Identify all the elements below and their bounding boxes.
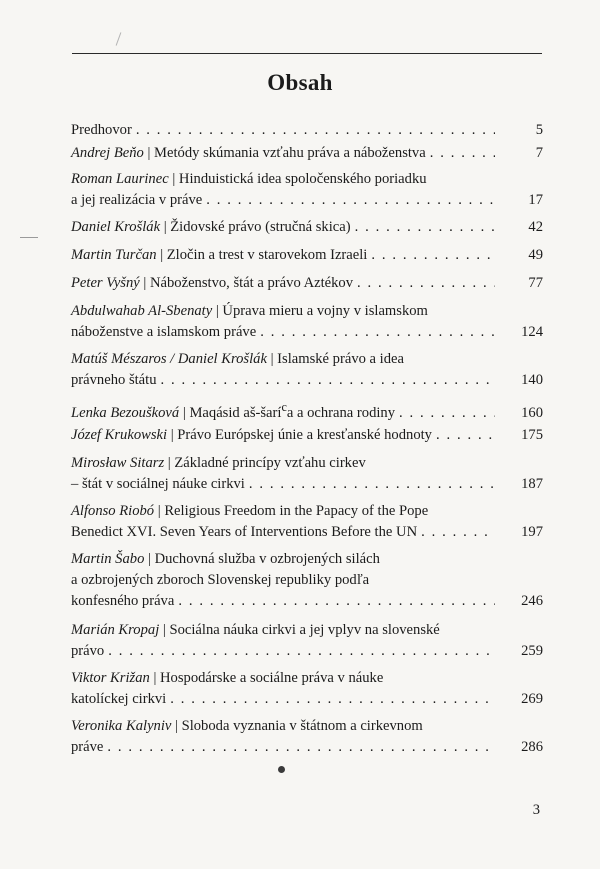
toc-page-number: 175 bbox=[521, 427, 543, 443]
toc-page-number: 286 bbox=[521, 739, 543, 755]
toc-author: Martin Turčan bbox=[71, 247, 157, 263]
toc-title: Zločin a trest v starovekom Izraeli bbox=[166, 247, 368, 263]
ink-smudge bbox=[278, 766, 285, 773]
toc-author: Veronika Kalyniv bbox=[71, 718, 172, 734]
toc-separator: | bbox=[159, 622, 170, 638]
toc-title: Hospodárske a sociálne práva v náuke bbox=[160, 670, 384, 686]
toc-title: Sloboda vyznania v štátnom a cirkevnom bbox=[181, 718, 423, 734]
toc-title: Hinduistická idea spoločenského poriadku bbox=[178, 171, 427, 187]
toc-author: Roman Laurinec bbox=[71, 171, 169, 187]
toc-leader-dots bbox=[436, 425, 495, 446]
toc-line bbox=[71, 322, 543, 343]
toc-page-number: 259 bbox=[521, 643, 543, 659]
toc-separator: | bbox=[266, 351, 278, 367]
toc-entry[interactable] bbox=[71, 349, 543, 391]
toc-separator: | bbox=[144, 551, 155, 567]
toc-line bbox=[71, 301, 543, 322]
toc-entry[interactable] bbox=[71, 549, 543, 612]
toc-page-number: 77 bbox=[528, 275, 543, 291]
toc-title: Právo Európskej únie a kresťanské hodnoty bbox=[177, 427, 432, 443]
toc-author: Viktor Križan bbox=[71, 670, 150, 686]
toc-title: Religious Freedom in the Papacy of the Pope bbox=[164, 503, 429, 519]
toc-entry[interactable] bbox=[71, 425, 543, 446]
toc-line bbox=[71, 169, 543, 190]
toc-line bbox=[71, 474, 543, 495]
toc-page-number: 7 bbox=[535, 145, 543, 161]
toc-line bbox=[71, 425, 543, 446]
toc-line bbox=[71, 453, 543, 474]
toc-author: Marián Kropaj bbox=[71, 622, 160, 638]
toc-separator: | bbox=[171, 718, 182, 734]
toc-author: Alfonso Riobó bbox=[71, 503, 155, 519]
toc-line bbox=[71, 570, 543, 591]
toc-author: Peter Vyšný bbox=[71, 275, 140, 291]
toc-line bbox=[71, 349, 543, 370]
toc-page-number: 42 bbox=[528, 219, 543, 235]
toc-leader-dots bbox=[399, 403, 495, 424]
page-folio: 3 bbox=[532, 802, 540, 818]
toc-title: Základné princípy vzťahu cirkev bbox=[174, 455, 366, 471]
toc-line bbox=[71, 591, 543, 612]
toc-title: konfesného práva bbox=[71, 593, 175, 609]
toc-title: práve bbox=[71, 739, 104, 755]
toc-line bbox=[71, 397, 543, 421]
toc-separator: | bbox=[149, 670, 161, 686]
toc-author: Mirosław Sitarz bbox=[71, 455, 165, 471]
toc-entry[interactable] bbox=[71, 120, 543, 141]
toc-entry[interactable] bbox=[71, 501, 543, 543]
page-title: Obsah bbox=[267, 70, 333, 95]
toc-page-number: 160 bbox=[521, 404, 543, 421]
toc-page-number: 269 bbox=[521, 691, 543, 707]
toc-title: – štát v sociálnej náuke cirkvi bbox=[71, 476, 245, 492]
toc-page-number: 246 bbox=[521, 593, 543, 609]
toc-leader-dots bbox=[170, 689, 495, 710]
toc-title: Islamské právo a idea bbox=[277, 351, 404, 367]
toc-line bbox=[71, 668, 543, 689]
toc-separator: | bbox=[139, 275, 150, 291]
toc-separator: | bbox=[212, 303, 223, 319]
toc-line bbox=[71, 522, 543, 543]
toc-leader-dots bbox=[161, 370, 495, 391]
toc-leader-dots bbox=[249, 474, 495, 495]
toc-entry[interactable] bbox=[71, 169, 543, 211]
toc-title: právo bbox=[71, 643, 105, 659]
toc-title: Sociálna náuka cirkvi a jej vplyv na slovenské bbox=[169, 622, 440, 638]
toc-entry[interactable] bbox=[71, 273, 543, 294]
toc-separator: | bbox=[160, 219, 171, 235]
toc-page-number: 197 bbox=[521, 524, 543, 540]
toc-author: Józef Krukowski bbox=[71, 427, 168, 443]
toc-title: právneho štátu bbox=[71, 372, 157, 388]
toc-title: Duchovná služba v ozbrojených silách bbox=[154, 551, 380, 567]
toc-title: Maqásid aš-šarí$^c$a a ochrana rodiny bbox=[189, 400, 396, 421]
toc-separator: | bbox=[164, 455, 175, 471]
toc-title: Predhovor bbox=[71, 122, 132, 138]
toc-separator: | bbox=[154, 503, 165, 519]
toc-title: Náboženstvo, štát a právo Aztékov bbox=[149, 275, 354, 291]
toc-leader-dots bbox=[371, 245, 495, 266]
toc-entry[interactable] bbox=[71, 620, 543, 662]
toc-title: Metódy skúmania vzťahu práva a náboženstva bbox=[154, 145, 426, 161]
toc-title: a ozbrojených zboroch Slovenskej republiky podľa bbox=[71, 572, 370, 588]
toc-entry[interactable] bbox=[71, 397, 543, 421]
toc-leader-dots bbox=[206, 190, 495, 211]
toc-line bbox=[71, 245, 543, 266]
toc-entry[interactable] bbox=[71, 217, 543, 238]
toc-entry[interactable] bbox=[71, 453, 543, 495]
toc-line bbox=[71, 273, 543, 294]
toc-leader-dots bbox=[355, 217, 495, 238]
toc-leader-dots bbox=[357, 273, 495, 294]
toc-author: Lenka Bezoušková bbox=[71, 404, 180, 421]
toc-page-number: 124 bbox=[521, 324, 543, 340]
toc-page-number: 187 bbox=[521, 476, 543, 492]
toc-line bbox=[71, 549, 543, 570]
toc-author: Daniel Krošlák bbox=[71, 219, 161, 235]
toc-title: a jej realizácia v práve bbox=[71, 192, 203, 208]
toc-leader-dots bbox=[136, 120, 495, 141]
toc-line bbox=[71, 641, 543, 662]
toc-separator: | bbox=[168, 171, 179, 187]
toc-page-number: 140 bbox=[521, 372, 543, 388]
toc-leader-dots bbox=[260, 322, 495, 343]
toc-line bbox=[71, 620, 543, 641]
scan-mark bbox=[20, 237, 38, 238]
toc-separator: | bbox=[167, 427, 178, 443]
toc-line bbox=[71, 217, 543, 238]
toc-line bbox=[71, 716, 543, 737]
toc-leader-dots bbox=[430, 143, 495, 164]
toc-title: Benedict XVI. Seven Years of Interventions Before the UN bbox=[71, 524, 418, 540]
scan-mark bbox=[116, 32, 122, 45]
top-rule bbox=[72, 53, 542, 54]
toc-separator: | bbox=[143, 145, 155, 161]
toc-line bbox=[71, 689, 543, 710]
toc-separator: | bbox=[156, 247, 167, 263]
toc-leader-dots bbox=[421, 522, 495, 543]
toc-page-number: 49 bbox=[528, 247, 543, 263]
toc-line bbox=[71, 737, 543, 758]
toc-author: Martin Šabo bbox=[71, 551, 145, 567]
toc-leader-dots bbox=[178, 591, 495, 612]
toc-line bbox=[71, 370, 543, 391]
toc-title: náboženstve a islamskom práve bbox=[71, 324, 257, 340]
toc-entry[interactable] bbox=[71, 301, 543, 343]
toc-title: katolíckej cirkvi bbox=[71, 691, 167, 707]
toc-line bbox=[71, 501, 543, 522]
toc-entry[interactable] bbox=[71, 668, 543, 710]
toc-title: Úprava mieru a vojny v islamskom bbox=[222, 303, 428, 319]
toc-page-number: 17 bbox=[528, 192, 543, 208]
toc-author: Abdulwahab Al-Sbenaty bbox=[71, 303, 213, 319]
toc-entry[interactable] bbox=[71, 245, 543, 266]
toc-author: Andrej Beňo bbox=[71, 145, 144, 161]
toc-separator: | bbox=[179, 404, 190, 421]
toc-leader-dots bbox=[107, 737, 495, 758]
toc-entry[interactable] bbox=[71, 716, 543, 758]
toc-title: Židovské právo (stručná skica) bbox=[170, 219, 351, 235]
toc-line bbox=[71, 120, 543, 141]
toc-leader-dots bbox=[108, 641, 495, 662]
toc-entry[interactable] bbox=[71, 143, 543, 164]
toc-line bbox=[71, 143, 543, 164]
toc-page-number: 5 bbox=[535, 122, 543, 138]
toc-line bbox=[71, 190, 543, 211]
toc-author: Matúš Mészaros / Daniel Krošlák bbox=[71, 351, 267, 367]
